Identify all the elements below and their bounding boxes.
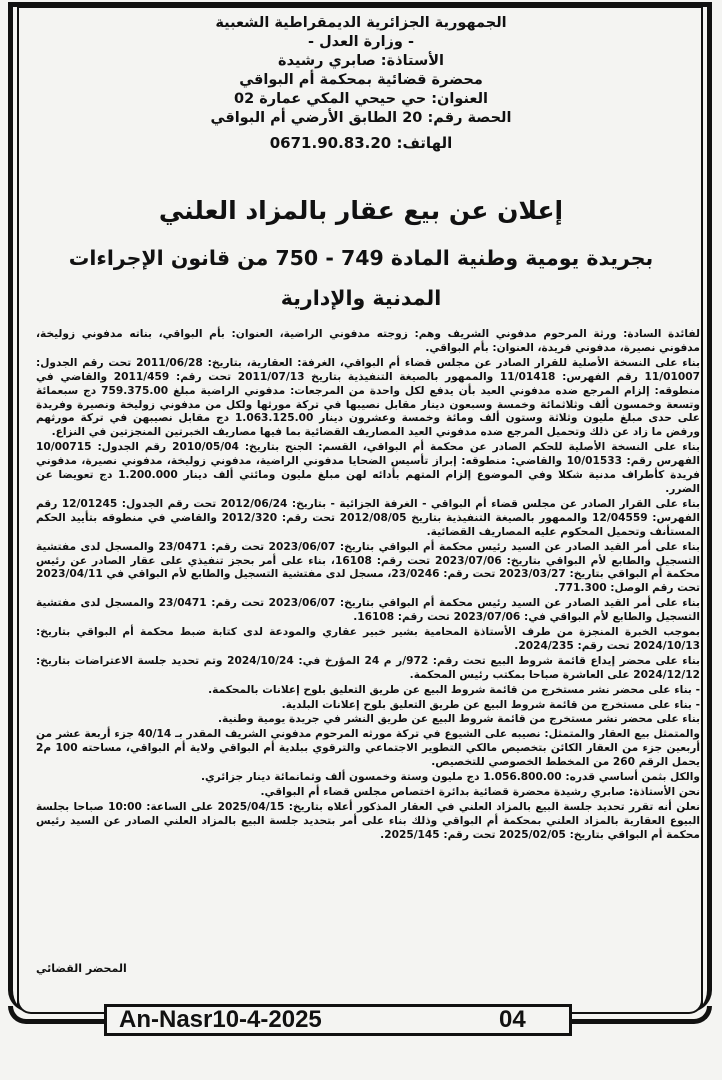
body-paragraph: بموجب الخبرة المنجزة من طرف الأستاذة المحامية بشير خبير عقاري والمودعة لدى كتابة ضبط محكمة أم البواقي بتاريخ: 2024/10/13 تحت رقم: 2024/235. <box>36 626 700 652</box>
notice-body <box>36 328 700 844</box>
header-phone: الهاتف: 0671.90.83.20 <box>269 134 453 152</box>
header-unit: الحصة رقم: 20 الطابق الأرضي أم البواقي <box>210 110 512 126</box>
body-paragraph: بناء على القرار الصادر عن مجلس قضاء أم البواقي - الغرفة الجزائية - بتاريخ: 2012/06/24 تحت رقم الجدول: 12/01245 رقم الفهرس: 12/04559 والممهور بالصيغة التنفيذية بتاريخ 2012/08/05 تحت رقم: 2012/320 والقاضي في منطوقه بتأييد الحكم المستأنف وتحميل المحكوم عليه المصاريف القضائية. <box>36 497 700 538</box>
page-number: 04 <box>499 1006 526 1033</box>
newspaper-footer <box>104 1004 572 1036</box>
body-paragraph: بناء على أمر القيد الصادر عن السيد رئيس محكمة أم البواقي بتاريخ: 2023/06/07 تحت رقم: 23/0471 والمسجل لدى مفتشية التسجيل والطابع لأم البواقي بتاريخ: 2023/07/06 تحت رقم: 16108، بناء على أمر بحجز تنفيذي على عقار الصادر عن رئيس محكمة أم البواقي بتاريخ: 2023/03/27 تحت رقم: 23/0246، مسجل لدى مفتشية التسجيل والطابع لأم البواقي في 2023/04/11 تحت رقم الوصل: 771.300. <box>36 540 700 595</box>
body-paragraph: بناء على النسخة الأصلية للقرار الصادر عن مجلس قضاء أم البواقي، الغرفة: العقارية، بتاريخ: 2011/06/28 تحت رقم الجدول: 11/01007 رقم الفهرس: 11/01418 والممهور بالصيغة التنفيذية بتاريخ 2011/07/13 تحت رقم: 2011/459 والقاضي في منطوقه: إلزام المرجع ضده مدفوني العيد بأن يدفع لكل واحدة من المرجعات: مدفوني الراضية مبلغ 759.375.00 دج سبعمائة وتسعة وخمسون ألف وثلاثمائة وخمسة وسبعون دينار مقابل نصيبها في تركة مورثها ولكل من مدفوني زوليخة ونصيرة وفريدة على حدى مبلغ مليون وثلاثة وستون ألف ومائة وخمسة وعشرون دينار 1.063.125.00 دج مقابل نصيبهن في تركة مورثهم ورفض ما زاد عن ذلك وتحميل المرجع ضده مدفوني العيد المصاريف القضائية بما فيها مصاريف الخبرتين المنجزتين في النزاع. <box>36 356 701 439</box>
body-paragraph: نعلن أنه تقرر تحديد جلسة البيع بالمزاد العلني في العقار المذكور أعلاه بتاريخ: 2025/04/15 على الساعة: 10:00 صباحا بجلسة البيوع العقارية بالمزاد العلني بمحكمة أم البواقي وذلك بناء على أمر بتحديد جلسة البيع بالمزاد العلني الصادر عن السيد رئيس محكمة أم البواقي بتاريخ: 2025/02/05 تحت رقم: 2025/145. <box>36 800 701 841</box>
notice-title: إعلان عن بيع عقار بالمزاد العلني <box>158 196 564 225</box>
notice-subtitle: بجريدة يومية وطنية المادة 749 - 750 من قانون الإجراءات المدنية والإدارية <box>68 246 654 310</box>
header-court: محضرة قضائية بمحكمة أم البواقي <box>239 72 483 88</box>
body-paragraph: نحن الأستاذة: صابري رشيدة محضرة قضائية بدائرة اختصاص مجلس قضاء أم البواقي. <box>260 786 700 798</box>
body-paragraph: والكل بثمن أساسي قدره: 1.056.800.00 دج مليون وستة وخمسون ألف وثمانمائة دينار جزائري. <box>200 771 700 784</box>
body-paragraph: - بناء على مستخرج من قائمة شروط البيع عن طريق التعليق بلوح إعلانات البلدية. <box>281 698 700 711</box>
body-paragraph: والمتمثل بيع العقار والمتمثل: نصيبه على الشيوع في تركة مورثه المرحوم مدفوني الشريف المقدر بـ 40/14 جزء أربعة عشر من أربعين جزء من العقار الكائن بتخصيص مالكي التطوير الاجتماعي والترقوي ببلدية أم البواقي ولاية أم البواقي، مساحته 100 م2 يحمل الرقم 260 من المخطط الخصوصي للتخصيص. <box>36 728 700 769</box>
notice-header <box>0 14 722 153</box>
body-paragraph: بناء على محضر إيداع قائمة شروط البيع تحت رقم: 972/ر م 24 المؤرخ في: 2024/10/24 وتم تحديد جلسة الاعتراضات بتاريخ: 2024/12/12 على العاشرة صباحا بمكتب رئيس المحكمة. <box>36 654 701 681</box>
header-country: الجمهورية الجزائرية الديمقراطية الشعبية <box>215 15 507 31</box>
body-paragraph: بناء على النسخة الأصلية للحكم الصادر عن محكمة أم البواقي، القسم: الجنح بتاريخ: 2010/05/04 رقم الجدول: 10/00715 الفهرس رقم: 10/01533 والقاضي: منطوقه: إبراز تأسيس الضحايا مدفوني الراضية، مدفوني زوليخة، مدفوني نصيرة، مدفوني فريدة كأطراف مدنية شكلا وفي الموضوع إلزام المتهم بأدائه لهن مبلغ مليون ومائتي ألف دينار 1.200.000 دج تعويضا عن الضرر. <box>36 441 700 495</box>
body-paragraph: بناء على محضر نشر مستخرج من قائمة شروط البيع عن طريق النشر في جريدة يومية وطنية. <box>218 713 700 726</box>
header-ministry: - وزارة العدل - <box>308 34 414 50</box>
header-bailiff-name: الأستاذة: صابري رشيدة <box>278 53 444 69</box>
body-paragraph: لفائدة السادة: ورثة المرحوم مدفوني الشريف وهم: زوجته مدفوني الراضية، العنوان: بأم البواقي، بناته مدفوني زوليخة، مدفوني نصيرة، مدفوني فريدة، العنوان: بأم البواقي. <box>36 328 700 354</box>
body-paragraph: بناء على أمر القيد الصادر عن السيد رئيس محكمة أم البواقي بتاريخ: 2023/06/07 تحت رقم: 23/0471 والمسجل لدى مفتشية التسجيل والطابع لأم البواقي في: 2023/07/06 تحت رقم: 16108. <box>36 597 700 624</box>
body-paragraph: - بناء على محضر نشر مستخرج من قائمة شروط البيع عن طريق التعليق بلوح إعلانات بالمحكمة. <box>208 683 700 696</box>
newspaper-name-date: An-Nasr10-4-2025 <box>119 1006 322 1033</box>
header-address: العنوان: حي حيحي المكي عمارة 02 <box>233 91 488 107</box>
signature: المحضر القضائي <box>36 962 127 975</box>
